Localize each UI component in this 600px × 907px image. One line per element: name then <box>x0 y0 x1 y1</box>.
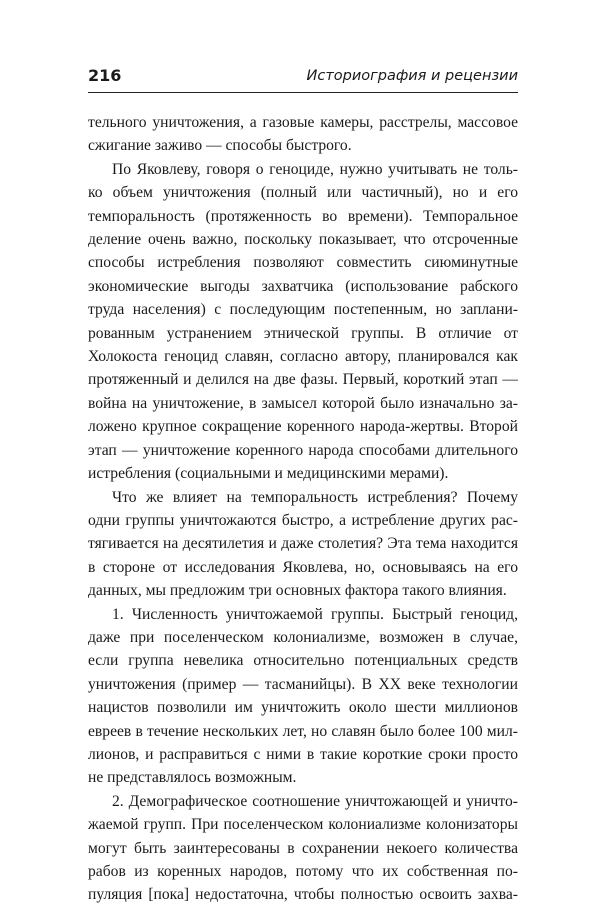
text-line: этап — уничтожение коренного народа способами длительного <box>88 441 518 459</box>
text-line: если группа невелика относительно потенциальных средств <box>88 652 518 670</box>
text-line: протяженный и делился на две фазы. Первый, короткий этап — <box>88 371 518 389</box>
text-line: нацистов позволили им уничтожить около шести миллионов <box>88 699 518 717</box>
header-rule <box>88 92 518 93</box>
running-title: Историография и рецензии <box>306 68 518 84</box>
text-line: Что же влияет на темпоральность истребления? Почему <box>112 488 518 506</box>
text-line: экономические выгоды захватчика (использование рабского <box>88 277 518 295</box>
text-line: деление очень важно, поскольку показывает, что отсроченные <box>88 231 518 249</box>
paragraph <box>88 486 518 603</box>
paragraph <box>88 603 518 790</box>
text-line: способы истребления позволяют совместить сиюминутные <box>88 254 518 272</box>
body-text <box>88 111 518 907</box>
page-header <box>88 66 518 92</box>
text-line: ложено крупное сокращение коренного народа-жертвы. Второй <box>88 418 518 436</box>
text-line: 2. Демографическое соотношение уничтожающей и уничто- <box>112 792 518 810</box>
page-number: 216 <box>88 66 122 85</box>
text-line: 1. Численность уничтожаемой группы. Быстрый геноцид, <box>112 605 518 623</box>
text-line: в стороне от исследования Яковлева, но, основываясь на его <box>88 558 518 576</box>
text-line: истребления (социальными и медицинскими мерами). <box>88 465 449 483</box>
text-line: темпоральность (протяженность во времени). Темпоральное <box>88 207 518 225</box>
text-line: евреев в течение нескольких лет, но славян было более 100 мил- <box>88 722 518 740</box>
text-line: уничтожения (пример — тасманийцы). В XX веке технологии <box>88 675 518 693</box>
text-line: рованным устранением этнической группы. В отличие от <box>88 324 518 342</box>
text-line: тельного уничтожения, а газовые камеры, расстрелы, массовое <box>88 114 518 131</box>
paragraph <box>88 790 518 907</box>
text-line: жаемой групп. При поселенческом колониализме колонизаторы <box>88 816 518 834</box>
paragraph <box>88 158 518 486</box>
text-line: тягивается на десятилетия и даже столетия? Эта тема находится <box>88 535 518 553</box>
text-line: пуляция [пока] недостаточна, чтобы полностью освоить захва- <box>88 886 518 904</box>
text-line: могут быть заинтересованы в сохранении некоего количества <box>88 839 518 857</box>
text-line: данных, мы предложим три основных фактора такого влияния. <box>88 582 507 600</box>
text-line: война на уничтожение, в замысел которой было изначально за- <box>88 394 518 412</box>
text-line: не представлялось возможным. <box>88 769 297 787</box>
text-line: труда населения) с последующим постепенным, но заплани- <box>88 301 518 319</box>
text-line: даже при поселенческом колониализме, возможен в случае, <box>88 628 518 646</box>
text-line: лионов, и расправиться с ними в такие короткие сроки просто <box>88 745 518 763</box>
text-line: По Яковлеву, говоря о геноциде, нужно учитывать не толь- <box>112 160 518 178</box>
text-line: сжигание заживо — способы быстрого. <box>88 137 352 155</box>
text-line: одни группы уничтожаются быстро, а истребление других рас- <box>88 511 518 529</box>
text-line: рабов из коренных народов, потому что их собственная по- <box>88 863 518 880</box>
text-line: ко объем уничтожения (полный или частичный), но и его <box>88 184 518 202</box>
paragraph <box>88 111 518 158</box>
text-line: Холокоста геноцид славян, согласно автору, планировался как <box>88 348 518 366</box>
